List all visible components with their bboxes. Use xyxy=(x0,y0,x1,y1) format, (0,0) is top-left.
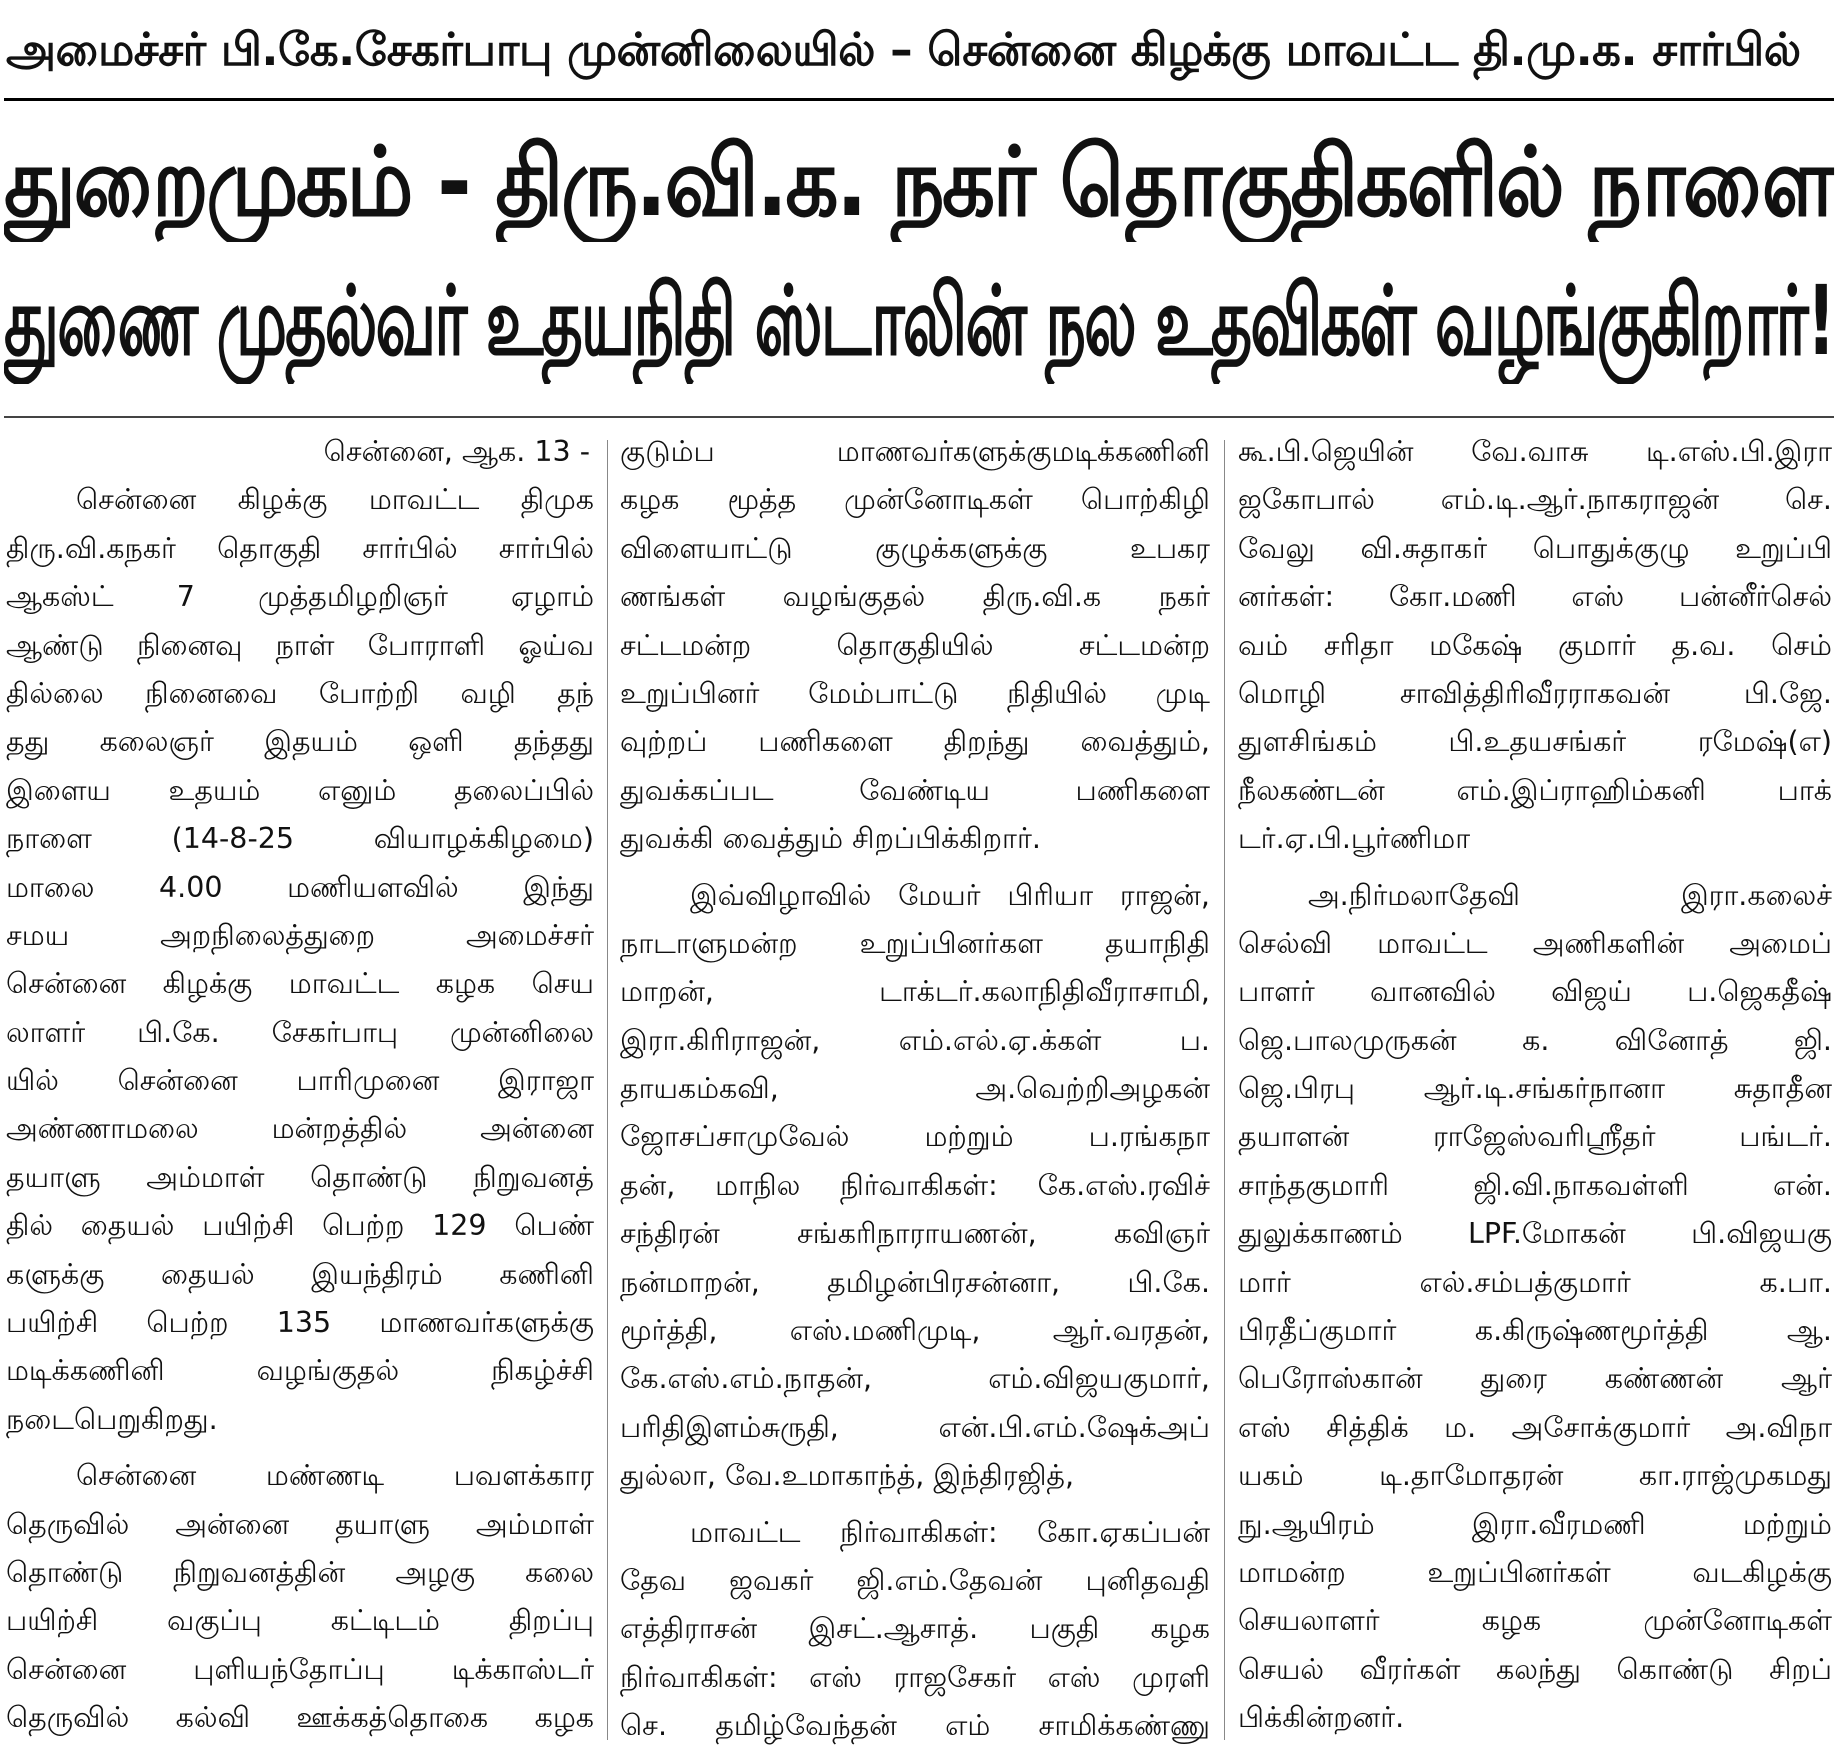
body-line: ஆண்டு நினைவு நாள் போராளி ஓய்வ xyxy=(6,628,594,662)
body-line: ணங்கள் வழங்குதல் திரு.வி.க நகர் xyxy=(620,580,1210,614)
column-divider xyxy=(607,440,608,1740)
body-line: பெரோஸ்கான் துரை கண்ணன் ஆர் xyxy=(1238,1362,1832,1396)
body-line: செல்வி மாவட்ட அணிகளின் அமைப் xyxy=(1238,926,1832,960)
body-line: தன், மாநில நிர்வாகிகள்: கே.எஸ்.ரவிச் xyxy=(620,1168,1210,1202)
body-line: செ. தமிழ்வேந்தன் எம் சாமிக்கண்ணு xyxy=(620,1709,1210,1743)
body-line: களுக்கு தையல் இயந்திரம் கணினி xyxy=(6,1257,594,1291)
article-column-2 xyxy=(620,428,1210,1750)
body-line: வுற்றப் பணிகளை திறந்து வைத்தும், xyxy=(620,725,1210,759)
body-line: சந்திரன் சங்கரிநாராயணன், கவிஞர் xyxy=(620,1217,1210,1251)
body-line: தயாளு அம்மாள் தொண்டு நிறுவனத் xyxy=(6,1160,594,1194)
body-line: நாளை (14-8-25 வியாழக்கிழமை) xyxy=(6,822,594,856)
column-divider xyxy=(1224,440,1225,1740)
body-line: லாளர் பி.கே. சேகர்பாபு முன்னிலை xyxy=(6,1015,594,1049)
body-line: தாயகம்கவி, அ.வெற்றிஅழகன் xyxy=(620,1072,1210,1106)
headline-line-1: துறைமுகம் - திரு.வி.க. நகர் தொகுதிகளில் நாளை xyxy=(4,126,1834,238)
body-line: மாலை 4.00 மணியளவில் இந்து xyxy=(6,870,594,904)
body-line: பிரதீப்குமார் க.கிருஷ்ணமூர்த்தி ஆ. xyxy=(1238,1314,1832,1348)
body-line: சென்னை புளியந்தோப்பு டிக்காஸ்டர் xyxy=(6,1652,594,1686)
body-line: கே.எஸ்.எம்.நாதன், எம்.விஜயகுமார், xyxy=(620,1362,1210,1396)
body-line: செயலாளர் கழக முன்னோடிகள் xyxy=(1238,1604,1832,1638)
body-line: தில்லை நினைவை போற்றி வழி தந் xyxy=(6,676,594,710)
dateline: சென்னை, ஆக. 13 - xyxy=(323,435,590,468)
body-line: துவக்கப்பட வேண்டிய பணிகளை xyxy=(620,773,1210,807)
kicker-rule xyxy=(4,98,1834,101)
body-line: துளசிங்கம் பி.உதயசங்கர் ரமேஷ்(எ) xyxy=(1238,725,1832,759)
body-line: ஜோசப்சாமுவேல் மற்றும் ப.ரங்கநா xyxy=(620,1120,1210,1154)
body-line: யகம் டி.தாமோதரன் கா.ராஜ்முகமது xyxy=(1238,1459,1832,1493)
body-line: மார் எல்.சம்பத்குமார் க.பா. xyxy=(1238,1265,1832,1299)
headline-rule xyxy=(4,416,1834,418)
body-line: ஜகோபால் எம்.டி.ஆர்.நாகராஜன் செ. xyxy=(1238,483,1832,517)
body-line: இவ்விழாவில் மேயர் பிரியா ராஜன், xyxy=(690,878,1210,912)
body-line: சென்னை மண்ணடி பவளக்கார xyxy=(76,1459,594,1493)
body-line: மடிக்கணினி வழங்குதல் நிகழ்ச்சி xyxy=(6,1354,594,1388)
body-line: செயல் வீரர்கள் கலந்து கொண்டு சிறப் xyxy=(1238,1652,1832,1686)
body-line: உறுப்பினர் மேம்பாட்டு நிதியில் முடி xyxy=(620,676,1210,710)
body-line: ஜெ.பாலமுருகன் க. வினோத் ஜி. xyxy=(1238,1023,1832,1057)
body-line: மாறன், டாக்டர்.கலாநிதிவீராசாமி, xyxy=(620,975,1210,1009)
body-line: னர்கள்: கோ.மணி எஸ் பன்னீர்செல் xyxy=(1238,580,1832,614)
body-line: எத்திராசன் இசட்.ஆசாத். பகுதி கழக xyxy=(620,1612,1210,1646)
headline-line-2: துணை முதல்வர் உதயநிதி ஸ்டாலின் நல உதவிகள் வழங்குகிறார்! xyxy=(4,265,1834,377)
body-line: ஜெ.பிரபு ஆர்.டி.சங்கர்நானா சுதாதீன xyxy=(1238,1072,1832,1106)
body-line: இரா.கிரிராஜன், எம்.எல்.ஏ.க்கள் ப. xyxy=(620,1023,1210,1057)
body-line: பயிற்சி பெற்ற 135 மாணவர்களுக்கு xyxy=(6,1306,594,1340)
body-line: திரு.வி.கநகர் தொகுதி சார்பில் சார்பில் xyxy=(6,531,594,565)
kicker-line: அமைச்சர் பி.கே.சேகர்பாபு முன்னிலையில் – சென்னை கிழக்கு மாவட்ட தி.மு.க. சார்பில் xyxy=(6,23,1801,76)
body-line: பிக்கின்றனர். xyxy=(1238,1701,1405,1735)
body-line: சட்டமன்ற தொகுதியில் சட்டமன்ற xyxy=(620,628,1210,662)
body-line: அண்ணாமலை மன்றத்தில் அன்னை xyxy=(6,1112,594,1146)
body-line: அ.நிர்மலாதேவி இரா.கலைச் xyxy=(1308,878,1832,912)
article-column-1 xyxy=(6,428,594,1750)
body-line: பயிற்சி வகுப்பு கட்டிடம் திறப்பு xyxy=(6,1604,594,1638)
body-line: சாந்தகுமாரி ஜி.வி.நாகவள்ளி என். xyxy=(1238,1168,1832,1202)
body-line: விளையாட்டு குழுக்களுக்கு உபகர xyxy=(620,531,1210,565)
body-line: தொண்டு நிறுவனத்தின் அழகு கலை xyxy=(6,1555,594,1589)
body-line: சென்னை கிழக்கு மாவட்ட கழக செய xyxy=(6,967,594,1001)
body-line: தேவ ஜவகர் ஜி.எம்.தேவன் புனிதவதி xyxy=(620,1563,1210,1597)
article-column-3 xyxy=(1238,428,1832,1750)
body-line: வேலு வி.சுதாகர் பொதுக்குழு உறுப்பி xyxy=(1238,531,1832,565)
body-line: ஆகஸ்ட் 7 முத்தமிழறிஞர் ஏழாம் xyxy=(6,580,594,614)
body-line: தது கலைஞர் இதயம் ஒளி தந்தது xyxy=(6,725,594,759)
body-line: நு.ஆயிரம் இரா.வீரமணி மற்றும் xyxy=(1238,1507,1832,1541)
body-line: பரிதிஇளம்சுருதி, என்.பி.எம்.ஷேக்அப் xyxy=(620,1410,1210,1444)
body-line: தயாளன் ராஜேஸ்வரிஸ்ரீதர் பங்டர். xyxy=(1238,1120,1832,1154)
body-line: மூர்த்தி, எஸ்.மணிமுடி, ஆர்.வரதன், xyxy=(620,1314,1210,1348)
body-line: மாமன்ற உறுப்பினர்கள் வடகிழக்கு xyxy=(1238,1555,1832,1589)
body-line: துலுக்காணம் LPF.மோகன் பி.விஜயகு xyxy=(1238,1217,1832,1251)
body-line: எஸ் சித்திக் ம. அசோக்குமார் அ.விநா xyxy=(1238,1410,1832,1444)
body-line: மொழி சாவித்திரிவீரராகவன் பி.ஜே. xyxy=(1238,676,1832,710)
body-line: நடைபெறுகிறது. xyxy=(6,1402,218,1436)
body-line: துல்லா, வே.உமாகாந்த், இந்திரஜித், xyxy=(620,1459,1075,1493)
body-line: யில் சென்னை பாரிமுனை இராஜா xyxy=(6,1064,594,1098)
body-line: டர்.ஏ.பி.பூர்ணிமா xyxy=(1238,822,1471,856)
body-line: கழக மூத்த முன்னோடிகள் பொற்கிழி xyxy=(620,483,1210,517)
body-line: தெருவில் கல்வி ஊக்கத்தொகை கழக xyxy=(6,1701,594,1735)
body-line: குடும்ப மாணவர்களுக்குமடிக்கணினி xyxy=(620,435,1210,468)
body-line: துவக்கி வைத்தும் சிறப்பிக்கிறார். xyxy=(620,822,1041,856)
body-line: நிர்வாகிகள்: எஸ் ராஜசேகர் எஸ் முரளி xyxy=(620,1660,1210,1694)
body-line: நாடாளுமன்ற உறுப்பினர்கள தயாநிதி xyxy=(620,926,1210,960)
body-line: தில் தையல் பயிற்சி பெற்ற 129 பெண் xyxy=(6,1209,594,1243)
body-line: தெருவில் அன்னை தயாளு அம்மாள் xyxy=(6,1507,594,1541)
body-line: வம் சரிதா மகேஷ் குமார் த.வ. செம் xyxy=(1238,628,1832,662)
body-line: நீலகண்டன் எம்.இப்ராஹிம்கனி பாக் xyxy=(1238,773,1832,807)
body-line: கூ.பி.ஜெயின் வே.வாசு டி.எஸ்.பி.இரா xyxy=(1238,435,1832,468)
body-line: பாளர் வானவில் விஜய் ப.ஜெகதீஷ் xyxy=(1238,975,1832,1009)
body-line: நன்மாறன், தமிழன்பிரசன்னா, பி.கே. xyxy=(620,1265,1210,1299)
body-line: இளைய உதயம் எனும் தலைப்பில் xyxy=(6,773,594,807)
body-line: சமய அறநிலைத்துறை அமைச்சர் xyxy=(6,918,594,952)
body-line: மாவட்ட நிர்வாகிகள்: கோ.ஏகப்பன் xyxy=(690,1515,1210,1549)
body-line: சென்னை கிழக்கு மாவட்ட திமுக xyxy=(76,483,594,517)
